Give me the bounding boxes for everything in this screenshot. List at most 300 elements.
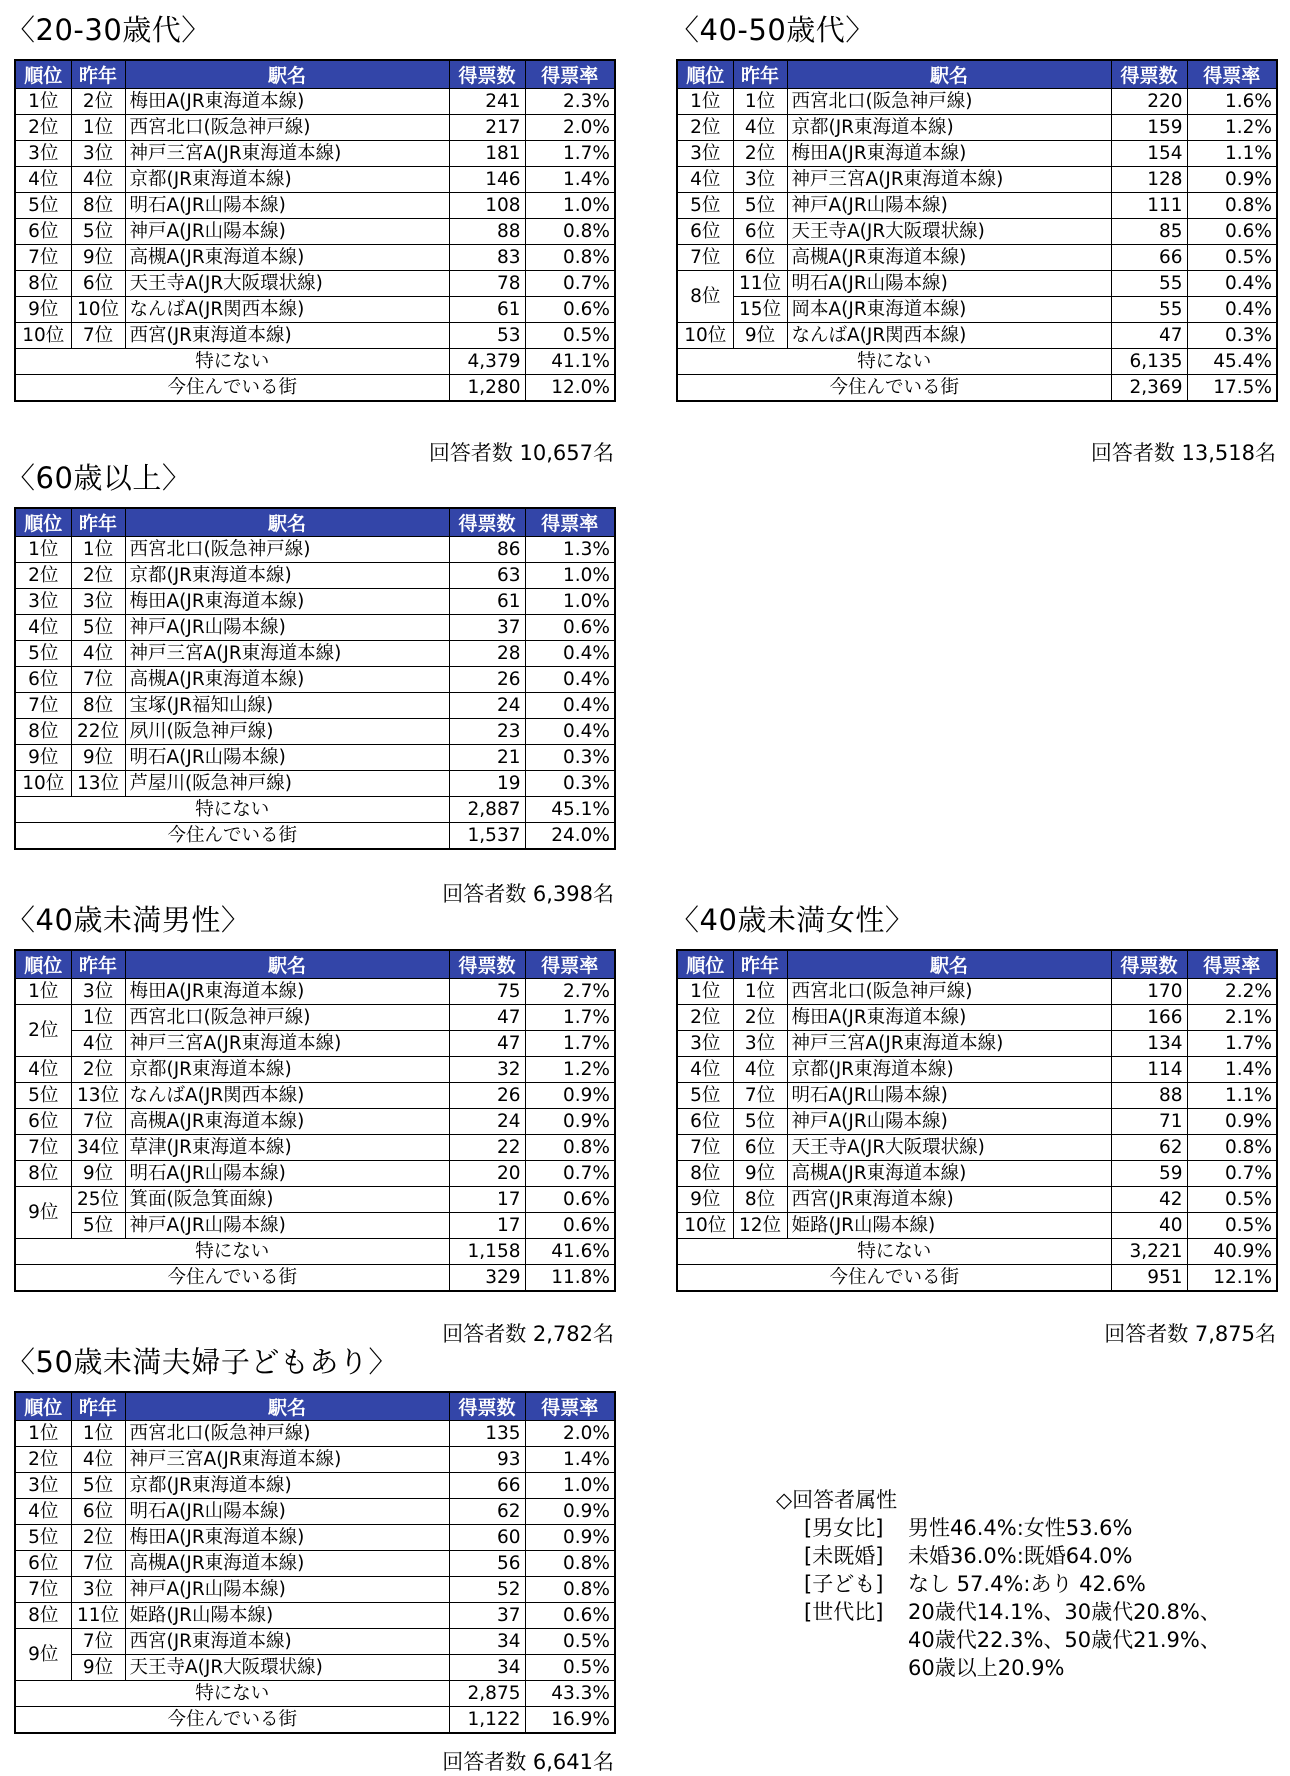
rate-cell: 0.3% <box>1187 323 1277 349</box>
station-cell: 天王寺A(JR大阪環状線) <box>787 1135 1111 1161</box>
rate-cell: 41.6% <box>525 1239 615 1265</box>
rank-cell: 6位 <box>15 219 71 245</box>
rank-cell: 1位 <box>15 1421 71 1447</box>
prev-year-cell: 1位 <box>71 1005 125 1031</box>
summary-row <box>677 1239 1277 1265</box>
rate-cell: 0.6% <box>525 297 615 323</box>
prev-year-cell: 6位 <box>71 271 125 297</box>
respondent-count-20-30: 回答者数 10,657名 <box>428 441 614 465</box>
table-row <box>15 1135 615 1161</box>
rank-cell: 1位 <box>677 979 733 1005</box>
respondent-count-40-50: 回答者数 13,518名 <box>1090 441 1276 465</box>
ranking-table-male-under40 <box>14 949 616 1292</box>
attributes-heading: ◇回答者属性 <box>776 1488 898 1512</box>
attribute-generation-cont: 40歳代22.3%、50歳代21.9%、 <box>908 1628 1221 1652</box>
table-header-row <box>15 508 615 537</box>
station-cell: 姫路(JR山陽本線) <box>125 1603 449 1629</box>
station-cell: 高槻A(JR東海道本線) <box>125 1551 449 1577</box>
rank-cell: 4位 <box>677 167 733 193</box>
station-cell: 神戸A(JR山陽本線) <box>787 1109 1111 1135</box>
votes-cell: 329 <box>449 1265 525 1292</box>
attribute-generation-cont: 60歳以上20.9% <box>908 1656 1065 1680</box>
rate-cell: 0.7% <box>525 1161 615 1187</box>
prev-year-cell: 5位 <box>733 193 787 219</box>
rank-cell: 9位 <box>15 1629 71 1681</box>
rate-cell: 0.9% <box>525 1109 615 1135</box>
rank-cell: 1位 <box>15 537 71 563</box>
votes-cell: 135 <box>449 1421 525 1447</box>
prev-year-cell: 9位 <box>71 1655 125 1681</box>
table-row <box>677 1083 1277 1109</box>
header-rate: 得票率 <box>1187 950 1277 979</box>
prev-year-cell: 6位 <box>733 1135 787 1161</box>
rank-cell: 9位 <box>15 745 71 771</box>
prev-year-cell: 2位 <box>71 89 125 115</box>
prev-year-cell: 5位 <box>71 615 125 641</box>
rank-cell: 4位 <box>15 167 71 193</box>
rank-cell: 6位 <box>15 667 71 693</box>
table-row <box>15 219 615 245</box>
rank-cell: 8位 <box>677 1161 733 1187</box>
rank-cell: 6位 <box>677 219 733 245</box>
table-row <box>677 1005 1277 1031</box>
votes-cell: 26 <box>449 1083 525 1109</box>
votes-cell: 88 <box>449 219 525 245</box>
rank-cell: 8位 <box>15 1161 71 1187</box>
prev-year-cell: 3位 <box>71 589 125 615</box>
station-cell: 神戸三宮A(JR東海道本線) <box>125 641 449 667</box>
table-row <box>15 1421 615 1447</box>
rate-cell: 2.1% <box>1187 1005 1277 1031</box>
rate-cell: 0.6% <box>525 1213 615 1239</box>
table-header-row <box>677 950 1277 979</box>
rank-cell: 7位 <box>677 1135 733 1161</box>
header-station: 駅名 <box>125 508 449 537</box>
table-row <box>15 1031 615 1057</box>
votes-cell: 24 <box>449 1109 525 1135</box>
table-row <box>15 1525 615 1551</box>
rate-cell: 43.3% <box>525 1681 615 1707</box>
rate-cell: 1.4% <box>1187 1057 1277 1083</box>
station-cell: 神戸三宮A(JR東海道本線) <box>787 1031 1111 1057</box>
attribute-children <box>776 1570 1221 1598</box>
rank-cell: 2位 <box>15 115 71 141</box>
prev-year-cell: 4位 <box>733 115 787 141</box>
rate-cell: 0.8% <box>525 1135 615 1161</box>
header-prev-year: 昨年 <box>71 508 125 537</box>
prev-year-cell: 7位 <box>71 1551 125 1577</box>
votes-cell: 108 <box>449 193 525 219</box>
rate-cell: 0.5% <box>525 1629 615 1655</box>
rank-cell: 5位 <box>15 641 71 667</box>
rate-cell: 1.0% <box>525 563 615 589</box>
header-votes: 得票数 <box>1111 60 1187 89</box>
header-rank: 順位 <box>15 60 71 89</box>
rate-cell: 24.0% <box>525 823 615 850</box>
prev-year-cell: 8位 <box>733 1187 787 1213</box>
table-row <box>677 1161 1277 1187</box>
votes-cell: 19 <box>449 771 525 797</box>
station-cell: 神戸三宮A(JR東海道本線) <box>787 167 1111 193</box>
prev-year-cell: 3位 <box>733 167 787 193</box>
votes-cell: 56 <box>449 1551 525 1577</box>
rate-cell: 0.8% <box>1187 193 1277 219</box>
table-row <box>15 537 615 563</box>
rate-cell: 0.5% <box>1187 1187 1277 1213</box>
header-prev-year: 昨年 <box>733 60 787 89</box>
section-title-40-50: 〈40-50歳代〉 <box>670 13 875 47</box>
rank-cell: 5位 <box>15 1083 71 1109</box>
table-row <box>15 271 615 297</box>
header-rate: 得票率 <box>525 1392 615 1421</box>
rate-cell: 12.0% <box>525 375 615 402</box>
table-row <box>15 1213 615 1239</box>
station-cell: 神戸A(JR山陽本線) <box>125 615 449 641</box>
votes-cell: 47 <box>449 1031 525 1057</box>
rate-cell: 0.4% <box>1187 297 1277 323</box>
summary-label: 特にない <box>677 349 1111 375</box>
summary-label: 今住んでいる街 <box>15 375 449 402</box>
table-row <box>15 1473 615 1499</box>
station-cell: なんばA(JR関西本線) <box>125 1083 449 1109</box>
votes-cell: 34 <box>449 1629 525 1655</box>
rate-cell: 0.4% <box>525 693 615 719</box>
ranking-table-60plus <box>14 507 616 850</box>
rate-cell: 1.1% <box>1187 1083 1277 1109</box>
rate-cell: 45.4% <box>1187 349 1277 375</box>
attribute-value: 20歳代14.1%、30歳代20.8%、 <box>908 1600 1221 1624</box>
table-row <box>677 1109 1277 1135</box>
prev-year-cell: 12位 <box>733 1213 787 1239</box>
rate-cell: 0.8% <box>525 1551 615 1577</box>
prev-year-cell: 34位 <box>71 1135 125 1161</box>
rank-cell: 4位 <box>677 1057 733 1083</box>
summary-row <box>15 797 615 823</box>
table-row <box>15 1187 615 1213</box>
station-cell: 明石A(JR山陽本線) <box>125 1161 449 1187</box>
header-votes: 得票数 <box>449 950 525 979</box>
table-row <box>677 297 1277 323</box>
header-rate: 得票率 <box>525 950 615 979</box>
rate-cell: 1.7% <box>525 1005 615 1031</box>
station-cell: 西宮北口(阪急神戸線) <box>125 1421 449 1447</box>
prev-year-cell: 25位 <box>71 1187 125 1213</box>
station-cell: 京都(JR東海道本線) <box>125 1473 449 1499</box>
rate-cell: 2.2% <box>1187 979 1277 1005</box>
table-row <box>15 89 615 115</box>
rate-cell: 0.5% <box>525 1655 615 1681</box>
respondent-count-couple-children: 回答者数 6,641名 <box>442 1750 614 1774</box>
rank-cell: 7位 <box>15 245 71 271</box>
prev-year-cell: 4位 <box>71 1447 125 1473</box>
rank-cell: 2位 <box>15 1447 71 1473</box>
votes-cell: 1,280 <box>449 375 525 402</box>
station-cell: 神戸A(JR山陽本線) <box>125 1213 449 1239</box>
attribute-label: [男女比] <box>804 1516 884 1540</box>
station-cell: 西宮(JR東海道本線) <box>125 1629 449 1655</box>
summary-row <box>15 1265 615 1292</box>
rate-cell: 0.5% <box>1187 1213 1277 1239</box>
votes-cell: 241 <box>449 89 525 115</box>
votes-cell: 71 <box>1111 1109 1187 1135</box>
votes-cell: 1,122 <box>449 1707 525 1734</box>
summary-label: 特にない <box>15 1681 449 1707</box>
rank-cell: 2位 <box>677 115 733 141</box>
table-row <box>677 1135 1277 1161</box>
station-cell: 明石A(JR山陽本線) <box>125 193 449 219</box>
rank-cell: 8位 <box>15 719 71 745</box>
rank-cell: 8位 <box>677 271 733 323</box>
attribute-label: [未既婚] <box>804 1544 884 1568</box>
votes-cell: 28 <box>449 641 525 667</box>
rank-cell: 5位 <box>15 193 71 219</box>
station-cell: 明石A(JR山陽本線) <box>787 271 1111 297</box>
votes-cell: 47 <box>1111 323 1187 349</box>
rank-cell: 4位 <box>15 1499 71 1525</box>
prev-year-cell: 7位 <box>733 1083 787 1109</box>
votes-cell: 83 <box>449 245 525 271</box>
prev-year-cell: 3位 <box>733 1031 787 1057</box>
station-cell: 梅田A(JR東海道本線) <box>125 979 449 1005</box>
header-station: 駅名 <box>787 950 1111 979</box>
station-cell: 梅田A(JR東海道本線) <box>125 89 449 115</box>
ranking-table-couple-children <box>14 1391 616 1734</box>
rank-cell: 3位 <box>15 589 71 615</box>
table-row <box>15 719 615 745</box>
prev-year-cell: 10位 <box>71 297 125 323</box>
station-cell: 明石A(JR山陽本線) <box>787 1083 1111 1109</box>
station-cell: 芦屋川(阪急神戸線) <box>125 771 449 797</box>
votes-cell: 75 <box>449 979 525 1005</box>
summary-row <box>15 1239 615 1265</box>
header-rank: 順位 <box>15 950 71 979</box>
station-cell: 天王寺A(JR大阪環状線) <box>125 271 449 297</box>
table-row <box>15 1447 615 1473</box>
rank-cell: 7位 <box>15 693 71 719</box>
header-station: 駅名 <box>125 60 449 89</box>
table-row <box>677 89 1277 115</box>
votes-cell: 17 <box>449 1187 525 1213</box>
rate-cell: 0.4% <box>1187 271 1277 297</box>
rank-cell: 5位 <box>677 1083 733 1109</box>
summary-row <box>677 349 1277 375</box>
rank-cell: 6位 <box>677 1109 733 1135</box>
votes-cell: 53 <box>449 323 525 349</box>
votes-cell: 951 <box>1111 1265 1187 1292</box>
votes-cell: 88 <box>1111 1083 1187 1109</box>
rate-cell: 0.9% <box>525 1525 615 1551</box>
prev-year-cell: 11位 <box>71 1603 125 1629</box>
rank-cell: 3位 <box>15 141 71 167</box>
attribute-label: [世代比] <box>804 1600 884 1624</box>
summary-row <box>677 1265 1277 1292</box>
votes-cell: 1,158 <box>449 1239 525 1265</box>
rank-cell: 7位 <box>15 1135 71 1161</box>
table-row <box>15 615 615 641</box>
rate-cell: 0.7% <box>525 271 615 297</box>
votes-cell: 26 <box>449 667 525 693</box>
rate-cell: 0.8% <box>1187 1135 1277 1161</box>
votes-cell: 2,369 <box>1111 375 1187 402</box>
prev-year-cell: 1位 <box>733 89 787 115</box>
attribute-label: [子ども] <box>804 1572 884 1596</box>
rank-cell: 10位 <box>677 1213 733 1239</box>
rank-cell: 6位 <box>15 1551 71 1577</box>
prev-year-cell: 4位 <box>71 167 125 193</box>
rate-cell: 0.8% <box>525 245 615 271</box>
rate-cell: 0.4% <box>525 667 615 693</box>
header-station: 駅名 <box>125 1392 449 1421</box>
table-row <box>15 1629 615 1655</box>
prev-year-cell: 8位 <box>71 193 125 219</box>
prev-year-cell: 7位 <box>71 1629 125 1655</box>
rank-cell: 1位 <box>15 89 71 115</box>
votes-cell: 159 <box>1111 115 1187 141</box>
table-row <box>15 771 615 797</box>
votes-cell: 220 <box>1111 89 1187 115</box>
rank-cell: 7位 <box>15 1577 71 1603</box>
votes-cell: 23 <box>449 719 525 745</box>
station-cell: 梅田A(JR東海道本線) <box>787 1005 1111 1031</box>
votes-cell: 170 <box>1111 979 1187 1005</box>
station-cell: 京都(JR東海道本線) <box>787 1057 1111 1083</box>
header-votes: 得票数 <box>449 508 525 537</box>
rate-cell: 1.6% <box>1187 89 1277 115</box>
station-cell: 高槻A(JR東海道本線) <box>787 1161 1111 1187</box>
header-prev-year: 昨年 <box>71 950 125 979</box>
station-cell: 神戸三宮A(JR東海道本線) <box>125 1031 449 1057</box>
votes-cell: 42 <box>1111 1187 1187 1213</box>
table-row <box>677 141 1277 167</box>
summary-row <box>677 375 1277 402</box>
header-station: 駅名 <box>787 60 1111 89</box>
prev-year-cell: 5位 <box>71 219 125 245</box>
summary-row <box>15 349 615 375</box>
station-cell: 姫路(JR山陽本線) <box>787 1213 1111 1239</box>
station-cell: 天王寺A(JR大阪環状線) <box>787 219 1111 245</box>
votes-cell: 17 <box>449 1213 525 1239</box>
votes-cell: 61 <box>449 589 525 615</box>
table-row <box>677 219 1277 245</box>
header-rank: 順位 <box>677 60 733 89</box>
votes-cell: 37 <box>449 615 525 641</box>
station-cell: 西宮北口(阪急神戸線) <box>125 115 449 141</box>
votes-cell: 37 <box>449 1603 525 1629</box>
rate-cell: 2.0% <box>525 115 615 141</box>
attribute-generation <box>776 1598 1221 1626</box>
table-row <box>15 1603 615 1629</box>
attribute-value: なし 57.4%:あり 42.6% <box>908 1572 1146 1596</box>
votes-cell: 78 <box>449 271 525 297</box>
rate-cell: 0.7% <box>1187 1161 1277 1187</box>
table-row <box>15 589 615 615</box>
rate-cell: 0.6% <box>525 615 615 641</box>
prev-year-cell: 6位 <box>733 219 787 245</box>
table-row <box>15 115 615 141</box>
table-row <box>15 323 615 349</box>
prev-year-cell: 3位 <box>71 1577 125 1603</box>
table-row <box>15 641 615 667</box>
summary-label: 今住んでいる街 <box>15 1265 449 1292</box>
header-prev-year: 昨年 <box>733 950 787 979</box>
votes-cell: 63 <box>449 563 525 589</box>
attribute-value: 未婚36.0%:既婚64.0% <box>908 1544 1133 1568</box>
table-row <box>15 1551 615 1577</box>
prev-year-cell: 5位 <box>71 1213 125 1239</box>
rank-cell: 10位 <box>15 771 71 797</box>
table-row <box>15 193 615 219</box>
table-row <box>15 1655 615 1681</box>
rate-cell: 1.4% <box>525 167 615 193</box>
votes-cell: 47 <box>449 1005 525 1031</box>
rank-cell: 1位 <box>677 89 733 115</box>
prev-year-cell: 2位 <box>733 1005 787 1031</box>
ranking-table-female-under40 <box>676 949 1278 1292</box>
table-row <box>15 1577 615 1603</box>
summary-label: 特にない <box>677 1239 1111 1265</box>
prev-year-cell: 7位 <box>71 667 125 693</box>
table-row <box>15 167 615 193</box>
station-cell: 明石A(JR山陽本線) <box>125 745 449 771</box>
station-cell: 神戸三宮A(JR東海道本線) <box>125 1447 449 1473</box>
attribute-value: 男性46.4%:女性53.6% <box>908 1516 1133 1540</box>
votes-cell: 24 <box>449 693 525 719</box>
prev-year-cell: 9位 <box>733 323 787 349</box>
station-cell: 京都(JR東海道本線) <box>125 167 449 193</box>
station-cell: なんばA(JR関西本線) <box>787 323 1111 349</box>
rate-cell: 1.3% <box>525 537 615 563</box>
prev-year-cell: 2位 <box>71 563 125 589</box>
station-cell: 京都(JR東海道本線) <box>787 115 1111 141</box>
rank-cell: 8位 <box>15 271 71 297</box>
votes-cell: 134 <box>1111 1031 1187 1057</box>
rate-cell: 0.3% <box>525 745 615 771</box>
station-cell: 宝塚(JR福知山線) <box>125 693 449 719</box>
rank-cell: 5位 <box>15 1525 71 1551</box>
rank-cell: 7位 <box>677 245 733 271</box>
station-cell: 草津(JR東海道本線) <box>125 1135 449 1161</box>
votes-cell: 85 <box>1111 219 1187 245</box>
rank-cell: 1位 <box>15 979 71 1005</box>
rate-cell: 1.7% <box>1187 1031 1277 1057</box>
rate-cell: 0.6% <box>525 1603 615 1629</box>
votes-cell: 61 <box>449 297 525 323</box>
rank-cell: 9位 <box>15 297 71 323</box>
votes-cell: 55 <box>1111 297 1187 323</box>
table-row <box>15 1161 615 1187</box>
table-row <box>677 115 1277 141</box>
table-row <box>15 563 615 589</box>
prev-year-cell: 4位 <box>71 1031 125 1057</box>
rate-cell: 0.9% <box>525 1083 615 1109</box>
header-votes: 得票数 <box>1111 950 1187 979</box>
votes-cell: 21 <box>449 745 525 771</box>
station-cell: 梅田A(JR東海道本線) <box>125 1525 449 1551</box>
rate-cell: 0.9% <box>1187 167 1277 193</box>
header-prev-year: 昨年 <box>71 1392 125 1421</box>
section-title-female-under40: 〈40歳未満女性〉 <box>670 903 915 937</box>
rank-cell: 2位 <box>677 1005 733 1031</box>
station-cell: 京都(JR東海道本線) <box>125 563 449 589</box>
header-rate: 得票率 <box>525 60 615 89</box>
rate-cell: 0.5% <box>1187 245 1277 271</box>
table-row <box>15 1005 615 1031</box>
table-row <box>15 979 615 1005</box>
section-title-couple-children: 〈50歳未満夫婦子どもあり〉 <box>6 1345 398 1379</box>
rate-cell: 2.3% <box>525 89 615 115</box>
header-votes: 得票数 <box>449 1392 525 1421</box>
votes-cell: 2,875 <box>449 1681 525 1707</box>
